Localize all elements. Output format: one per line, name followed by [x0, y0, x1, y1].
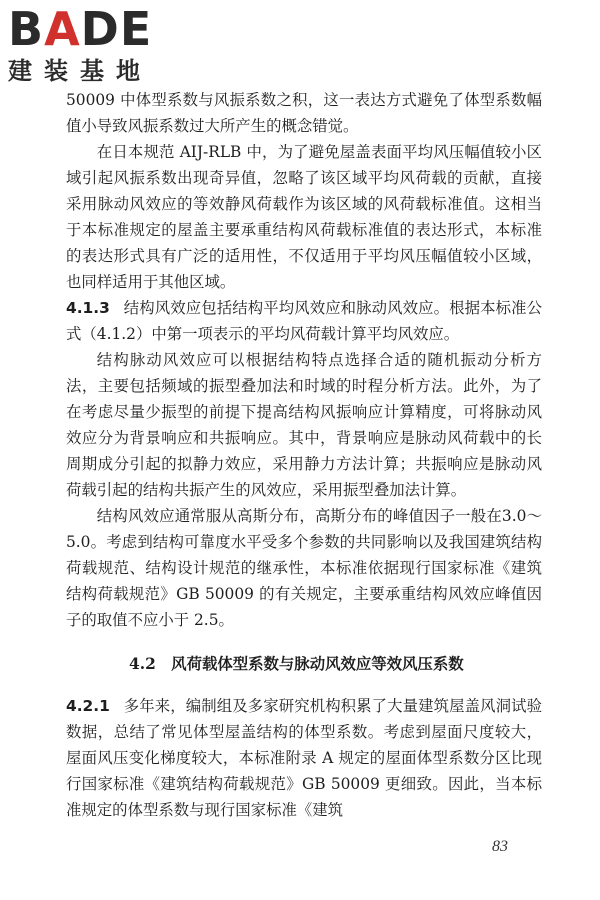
paragraph-peak-factor: 结构风效应通常服从高斯分布，高斯分布的峰值因子一般在3.0～5.0。考虑到结构可靠度水平受多个参数的共同影响以及我国建筑结构荷载规范、结构设计规范的继承性，本标准依据现行国家标准《建筑结构荷载规范》GB 50009 的有关规定，主要承重结构风效应峰值因子的取值不应小于 2.5。	[66, 507, 542, 629]
paragraph-aij-rlb: 在日本规范 AIJ-RLB 中，为了避免屋盖表面平均风压幅值较小区域引起风振系数出现奇异值，忽略了该区域平均风荷载的贡献，直接采用脉动风效应的等效静风荷载作为该区域的风荷载标准值。这相当于本标准规定的屋盖主要承重结构风荷载标准值的表达形式，本标准的表达形式具有广泛的适用性，不仅适用于平均风压幅值较小区域，也同样适用于其他区域。	[66, 143, 542, 291]
clause-text: 结构风效应包括结构平均风效应和脉动风效应。根据本标准公式（4.1.2）中第一项表示的平均风荷载计算平均风效应。	[66, 299, 542, 343]
logo-chinese-name: 建装基地	[8, 57, 152, 85]
logo-wordmark: BADE	[8, 2, 153, 56]
paragraph-fluctuating-wind: 结构脉动风效应可以根据结构特点选择合适的随机振动分析方法，主要包括频域的振型叠加法和时域的时程分析方法。此外，为了在考虑尽量少振型的前提下提高结构风振响应计算精度，可将脉动风效应分为背景响应和共振响应。其中，背景响应是脉动风荷载中的长周期成分引起的拟静力效应，采用静力方法计算；共振响应是脉动风荷载引起的结构共振产生的风效应，采用振型叠加法计算。	[66, 351, 542, 499]
clause-number: 4.2.1	[66, 697, 110, 715]
section-heading-4-2	[66, 651, 542, 677]
clause-number: 4.1.3	[66, 299, 110, 317]
page-content	[66, 87, 542, 823]
page-number: 83	[492, 838, 508, 855]
section-number: 4.2	[129, 655, 156, 673]
logo	[8, 4, 178, 90]
paragraph-continuation: 50009 中体型系数与风振系数之积，这一表达方式避免了体型系数幅值小导致风振系数过大所产生的概念错觉。	[66, 91, 542, 135]
clause-text: 多年来，编制组及多家研究机构积累了大量建筑屋盖风洞试验数据，总结了常见体型屋盖结构的体型系数。考虑到屋面尺度较大，屋面风压变化梯度较大，本标准附录 A 规定的屋面体型系数分区比现行国家标准《建筑结构荷载规范》GB 50009 更细致。因此，当本标准规定的体型系数与现行国家标准《建筑	[66, 697, 542, 819]
clause-4-2-1	[66, 693, 542, 823]
section-title-text: 风荷载体型系数与脉动风效应等效风压系数	[171, 655, 464, 673]
clause-4-1-3	[66, 295, 542, 347]
